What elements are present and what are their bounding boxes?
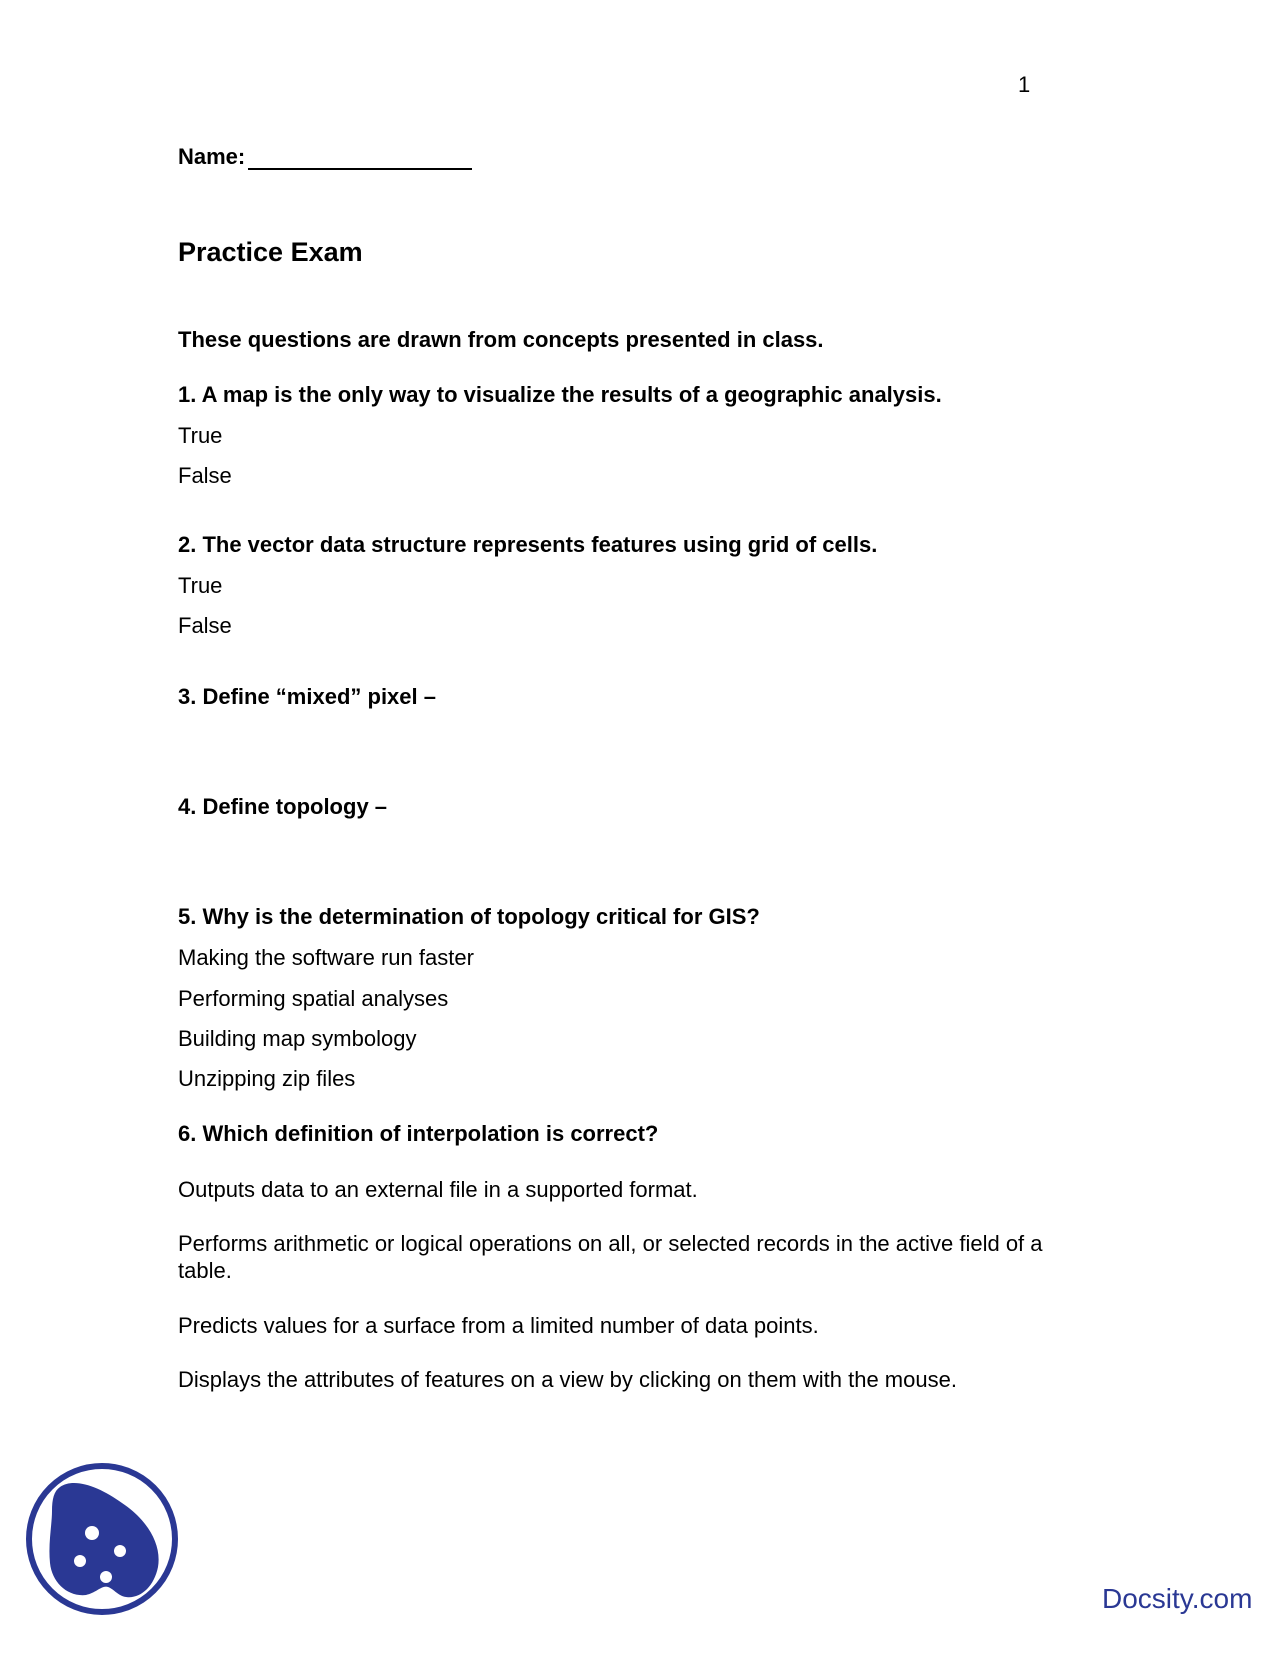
q5-option-4: Unzipping zip files [178, 1066, 356, 1091]
q6-option-4: Displays the attributes of features on a view by clicking on them with the mouse. [178, 1367, 957, 1392]
name-underline [248, 168, 472, 170]
q1-option-true: True [178, 423, 223, 448]
question-6: 6. Which definition of interpolation is correct? [178, 1121, 659, 1146]
q5-option-2: Performing spatial analyses [178, 986, 449, 1011]
q6-option-2: Performs arithmetic or logical operations on all, or selected records in the active field of a table. [178, 1231, 1043, 1283]
question-4: 4. Define topology – [178, 794, 388, 819]
intro-text: These questions are drawn from concepts presented in class. [178, 327, 824, 352]
question-1: 1. A map is the only way to visualize the results of a geographic analysis. [178, 382, 942, 407]
page-title: Practice Exam [178, 237, 363, 267]
docsity-logo-icon [22, 1459, 182, 1619]
question-2: 2. The vector data structure represents features using grid of cells. [178, 532, 878, 557]
question-3: 3. Define “mixed” pixel – [178, 684, 436, 709]
name-label: Name: [178, 144, 246, 169]
page-number: 1 [1018, 72, 1031, 97]
question-5: 5. Why is the determination of topology critical for GIS? [178, 904, 760, 929]
q5-option-1: Making the software run faster [178, 945, 474, 970]
q5-option-3: Building map symbology [178, 1026, 417, 1051]
q2-option-false: False [178, 613, 232, 638]
q2-option-true: True [178, 573, 223, 598]
q6-option-1: Outputs data to an external file in a supported format. [178, 1177, 698, 1202]
brand-text[interactable]: Docsity.com [1102, 1583, 1253, 1614]
q6-option-3: Predicts values for a surface from a limited number of data points. [178, 1313, 819, 1338]
q1-option-false: False [178, 463, 232, 488]
